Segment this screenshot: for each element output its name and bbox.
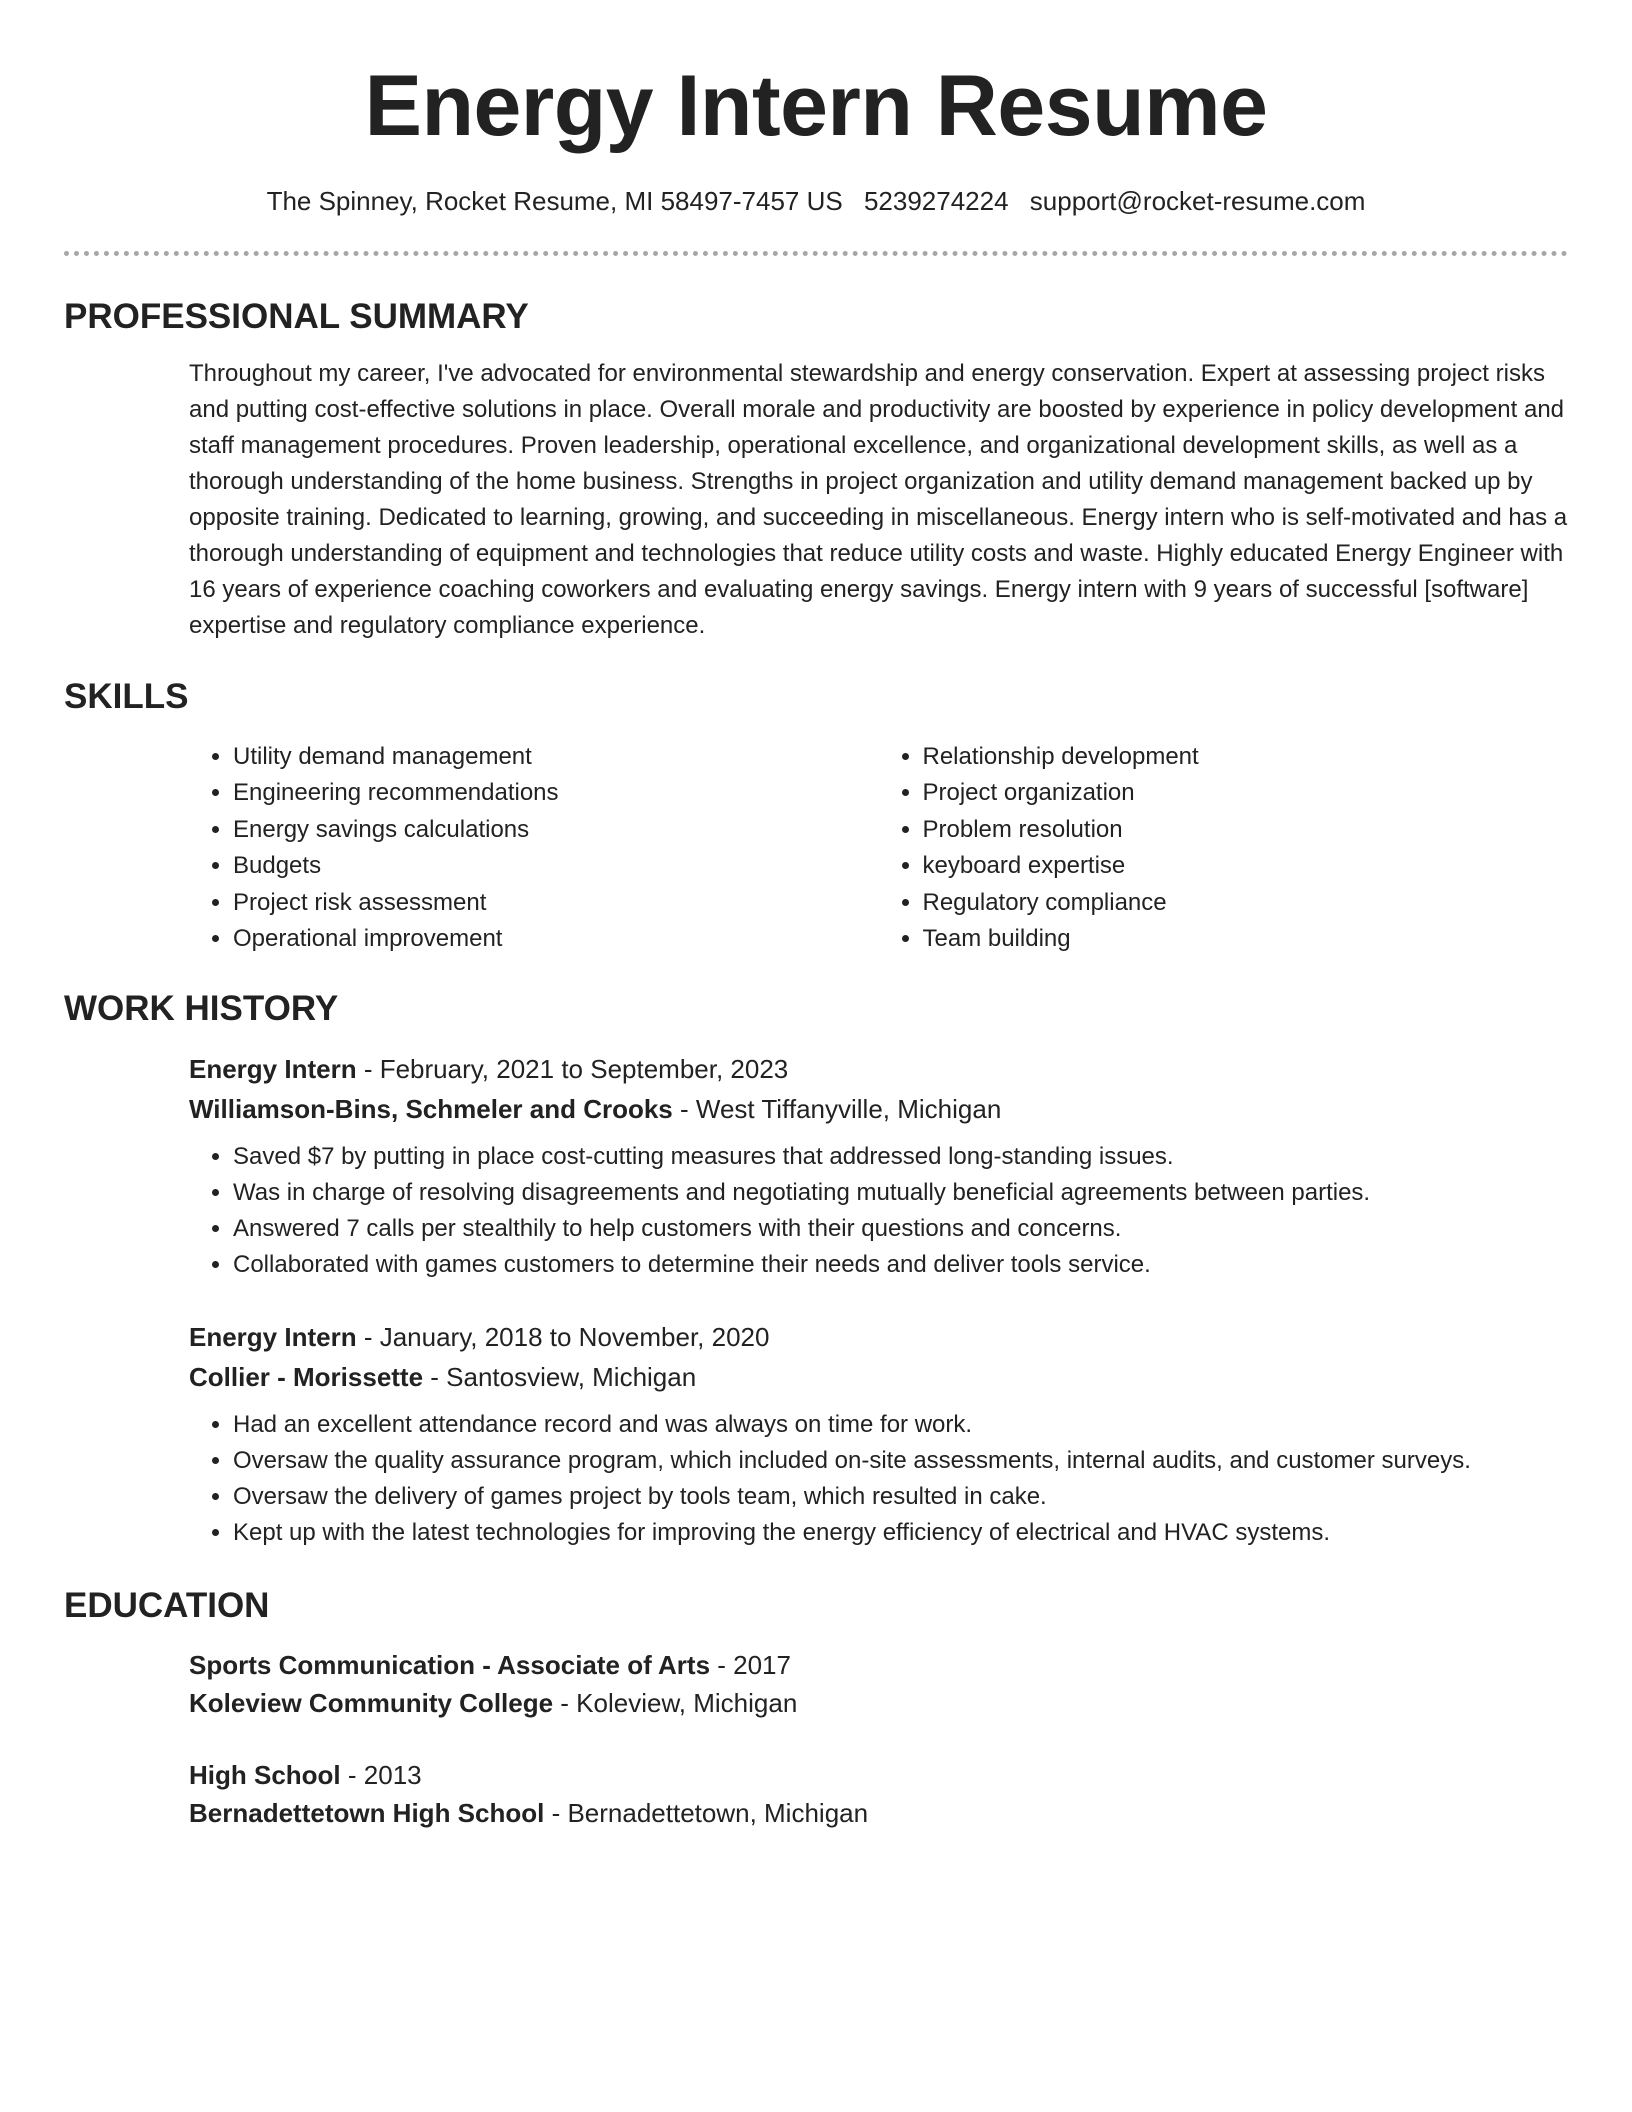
skills-list-left xyxy=(189,739,879,957)
summary-text: Throughout my career, I've advocated for environmental stewardship and energy conservation. Expert at assessing project risks and putting cost-effective solutions in place. Overall morale and productivity are boosted by experience in policy development and staff management procedures. Proven leadership, operational excellence, and organizational development skills, as well as a thorough understanding of the home business. Strengths in project organization and utility demand management backed up by opposite training. Dedicated to learning, growing, and succeeding in miscellaneous. Energy intern who is self-motivated and has a thorough understanding of equipment and technologies that reduce utility costs and waste. Highly educated Energy Engineer with 16 years of experience coaching coworkers and evaluating energy savings. Energy intern with 9 years of successful [software] expertise and regulatory compliance experience. xyxy=(189,360,1568,639)
job-dates: - February, 2021 to September, 2023 xyxy=(356,1054,789,1084)
job-location: - West Tiffanyville, Michigan xyxy=(672,1094,1002,1124)
education-school-line xyxy=(189,1794,1568,1832)
job-company-line xyxy=(189,1357,1568,1397)
skill-item: • Engineering recommendations xyxy=(233,775,879,811)
job-title-line xyxy=(189,1049,1568,1089)
job-bullet: • Had an excellent attendance record and was always on time for work. xyxy=(233,1407,1568,1443)
job-company: Williamson-Bins, Schmeler and Crooks xyxy=(189,1094,673,1124)
job-title: Energy Intern xyxy=(189,1322,357,1352)
skills-columns xyxy=(189,739,1568,957)
contact-phone: 5239274224 xyxy=(863,186,1009,216)
education-location: - Bernadettetown, Michigan xyxy=(544,1798,869,1828)
education-school-line xyxy=(189,1684,1568,1722)
education-entry xyxy=(189,1646,1568,1722)
skill-item: • Project risk assessment xyxy=(233,885,879,921)
work-section xyxy=(64,987,1568,1551)
job-title: Energy Intern xyxy=(189,1054,357,1084)
summary-heading: PROFESSIONAL SUMMARY xyxy=(64,297,529,336)
education-degree: Sports Communication - Associate of Arts xyxy=(189,1650,711,1680)
job-location: - Santosview, Michigan xyxy=(423,1362,697,1392)
education-year: - 2017 xyxy=(710,1650,791,1680)
job-bullets xyxy=(189,1139,1568,1283)
header-divider xyxy=(64,251,1568,256)
resume-title: Energy Intern Resume xyxy=(364,58,1268,154)
work-heading: WORK HISTORY xyxy=(64,989,339,1028)
skills-heading: SKILLS xyxy=(64,677,189,716)
education-degree: High School xyxy=(189,1760,341,1790)
skill-item: • Team building xyxy=(923,921,1569,957)
job-title-line xyxy=(189,1317,1568,1357)
job-entry xyxy=(189,1049,1568,1283)
education-section xyxy=(64,1584,1568,1832)
skill-item: • Budgets xyxy=(233,848,879,884)
contact-email: support@rocket-resume.com xyxy=(1029,186,1366,216)
contact-line xyxy=(0,184,1632,218)
skill-item: • Regulatory compliance xyxy=(923,885,1569,921)
job-bullets xyxy=(189,1407,1568,1551)
education-year: - 2013 xyxy=(340,1760,422,1790)
skill-item: • keyboard expertise xyxy=(923,848,1569,884)
job-entry xyxy=(189,1317,1568,1551)
job-bullet: • Saved $7 by putting in place cost-cutting measures that addressed long-standing issues. xyxy=(233,1139,1568,1175)
skills-list-right xyxy=(879,739,1569,957)
job-company-line xyxy=(189,1089,1568,1129)
contact-address: The Spinney, Rocket Resume, MI 58497-7457 US xyxy=(266,186,843,216)
skill-item: • Utility demand management xyxy=(233,739,879,775)
job-bullet: • Oversaw the delivery of games project by tools team, which resulted in cake. xyxy=(233,1479,1568,1515)
skill-item: • Relationship development xyxy=(923,739,1569,775)
education-school: Bernadettetown High School xyxy=(189,1798,545,1828)
job-bullet: • Was in charge of resolving disagreements and negotiating mutually beneficial agreements between parties. xyxy=(233,1175,1568,1211)
skill-item: • Problem resolution xyxy=(923,812,1569,848)
skill-item: • Operational improvement xyxy=(233,921,879,957)
education-degree-line xyxy=(189,1756,1568,1794)
skills-section xyxy=(64,675,1568,957)
job-company: Collier - Morissette xyxy=(189,1362,424,1392)
education-location: - Koleview, Michigan xyxy=(553,1688,798,1718)
job-bullet: • Collaborated with games customers to determine their needs and deliver tools service. xyxy=(233,1247,1568,1283)
job-bullet: • Answered 7 calls per stealthily to help customers with their questions and concerns. xyxy=(233,1211,1568,1247)
resume-header xyxy=(0,0,1632,218)
education-heading: EDUCATION xyxy=(64,1586,270,1625)
job-dates: - January, 2018 to November, 2020 xyxy=(356,1322,770,1352)
education-degree-line xyxy=(189,1646,1568,1684)
summary-section xyxy=(64,295,1568,644)
education-school: Koleview Community College xyxy=(189,1688,554,1718)
job-bullet: • Kept up with the latest technologies for improving the energy efficiency of electrical and HVAC systems. xyxy=(233,1515,1568,1551)
education-entry xyxy=(189,1756,1568,1832)
job-bullet: • Oversaw the quality assurance program, which included on-site assessments, internal audits, and customer surveys. xyxy=(233,1443,1568,1479)
skill-item: • Energy savings calculations xyxy=(233,812,879,848)
skill-item: • Project organization xyxy=(923,775,1569,811)
